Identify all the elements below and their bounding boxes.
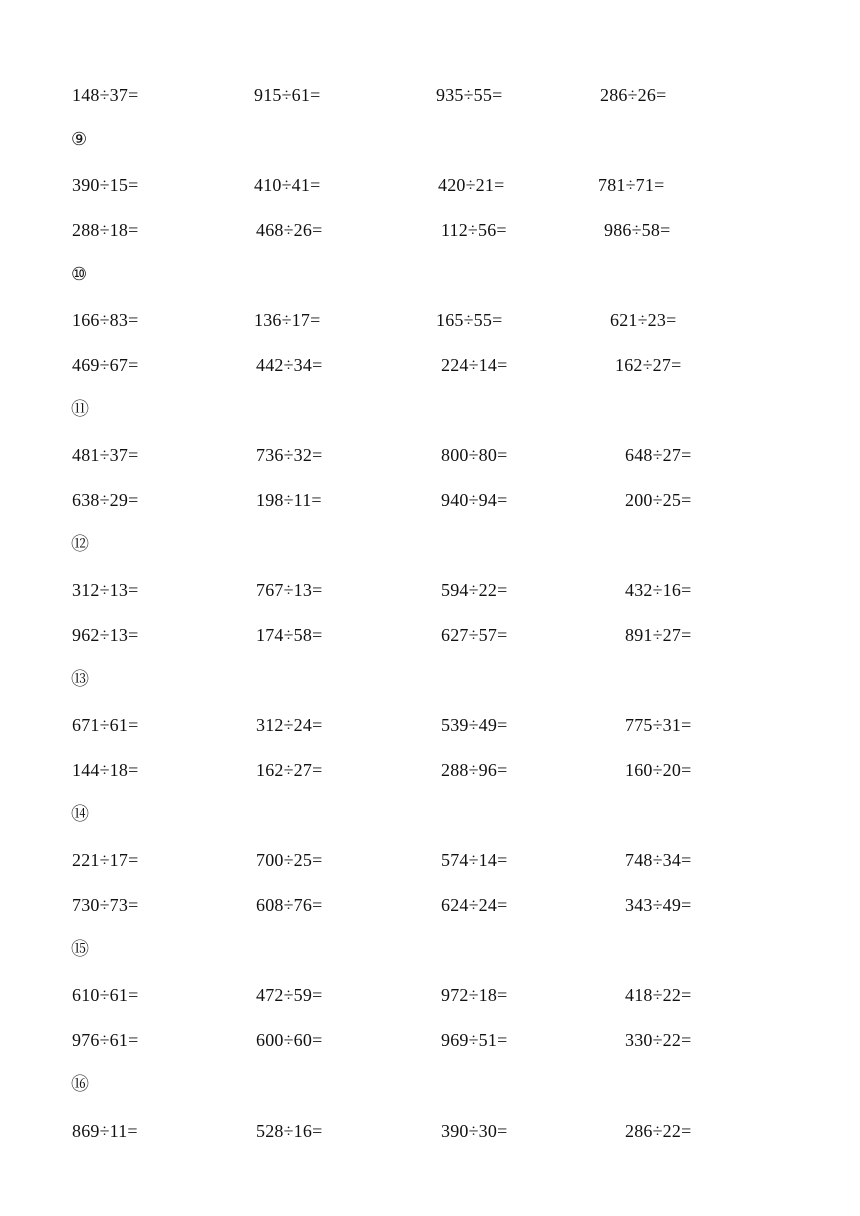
section-header bbox=[0, 800, 860, 830]
division-problem: 162÷27= bbox=[615, 355, 682, 375]
division-problem: 638÷29= bbox=[72, 490, 139, 510]
division-problem: 730÷73= bbox=[72, 895, 139, 915]
problem-row bbox=[0, 755, 860, 785]
division-problem: 594÷22= bbox=[441, 580, 508, 600]
division-problem: 468÷26= bbox=[256, 220, 323, 240]
problem-row bbox=[0, 305, 860, 335]
division-problem: 627÷57= bbox=[441, 625, 508, 645]
division-problem: 390÷30= bbox=[441, 1121, 508, 1141]
division-problem: 574÷14= bbox=[441, 850, 508, 870]
division-problem: 312÷13= bbox=[72, 580, 139, 600]
division-problem: 972÷18= bbox=[441, 985, 508, 1005]
division-problem: 472÷59= bbox=[256, 985, 323, 1005]
division-problem: 160÷20= bbox=[625, 760, 692, 780]
division-problem: 221÷17= bbox=[72, 850, 139, 870]
division-problem: 390÷15= bbox=[72, 175, 139, 195]
section-number: ⑨ bbox=[71, 129, 88, 150]
problem-row bbox=[0, 485, 860, 515]
division-problem: 940÷94= bbox=[441, 490, 508, 510]
division-problem: 198÷11= bbox=[256, 490, 322, 510]
division-problem: 410÷41= bbox=[254, 175, 321, 195]
problem-row bbox=[0, 1025, 860, 1055]
division-problem: 869÷11= bbox=[72, 1121, 138, 1141]
problem-row bbox=[0, 170, 860, 200]
division-problem: 112÷56= bbox=[441, 220, 507, 240]
division-problem: 330÷22= bbox=[625, 1030, 692, 1050]
division-problem: 136÷17= bbox=[254, 310, 321, 330]
division-problem: 312÷24= bbox=[256, 715, 323, 735]
division-problem: 288÷18= bbox=[72, 220, 139, 240]
division-problem: 986÷58= bbox=[604, 220, 671, 240]
division-problem: 286÷22= bbox=[625, 1121, 692, 1141]
problem-row bbox=[0, 845, 860, 875]
division-problem: 891÷27= bbox=[625, 625, 692, 645]
division-problem: 915÷61= bbox=[254, 85, 321, 105]
division-problem: 224÷14= bbox=[441, 355, 508, 375]
division-problem: 442÷34= bbox=[256, 355, 323, 375]
division-problem: 420÷21= bbox=[438, 175, 505, 195]
division-problem: 962÷13= bbox=[72, 625, 139, 645]
division-problem: 600÷60= bbox=[256, 1030, 323, 1050]
section-number: ⑪ bbox=[71, 399, 89, 420]
section-header bbox=[0, 935, 860, 965]
division-problem: 767÷13= bbox=[256, 580, 323, 600]
division-problem: 781÷71= bbox=[598, 175, 665, 195]
division-problem: 969÷51= bbox=[441, 1030, 508, 1050]
division-problem: 736÷32= bbox=[256, 445, 323, 465]
division-problem: 671÷61= bbox=[72, 715, 139, 735]
division-problem: 775÷31= bbox=[625, 715, 692, 735]
section-number: ⑩ bbox=[71, 264, 88, 285]
division-problem: 608÷76= bbox=[256, 895, 323, 915]
division-problem: 624÷24= bbox=[441, 895, 508, 915]
division-problem: 162÷27= bbox=[256, 760, 323, 780]
division-problem: 748÷34= bbox=[625, 850, 692, 870]
division-problem: 343÷49= bbox=[625, 895, 692, 915]
division-problem: 418÷22= bbox=[625, 985, 692, 1005]
division-problem: 528÷16= bbox=[256, 1121, 323, 1141]
section-header bbox=[0, 530, 860, 560]
problem-row bbox=[0, 215, 860, 245]
division-problem: 144÷18= bbox=[72, 760, 139, 780]
problem-row bbox=[0, 710, 860, 740]
division-problem: 976÷61= bbox=[72, 1030, 139, 1050]
section-header bbox=[0, 395, 860, 425]
section-number: ⑫ bbox=[71, 534, 89, 555]
section-header bbox=[0, 1070, 860, 1100]
problem-row bbox=[0, 980, 860, 1010]
problem-row bbox=[0, 350, 860, 380]
section-header bbox=[0, 125, 860, 155]
section-number: ⑮ bbox=[71, 939, 89, 960]
division-problem: 800÷80= bbox=[441, 445, 508, 465]
problem-row bbox=[0, 620, 860, 650]
division-problem: 539÷49= bbox=[441, 715, 508, 735]
division-problem: 621÷23= bbox=[610, 310, 677, 330]
problem-row bbox=[0, 1116, 860, 1146]
problem-row bbox=[0, 80, 860, 110]
division-problem: 200÷25= bbox=[625, 490, 692, 510]
division-problem: 469÷67= bbox=[72, 355, 139, 375]
division-problem: 165÷55= bbox=[436, 310, 503, 330]
section-number: ⑬ bbox=[71, 669, 89, 690]
division-problem: 148÷37= bbox=[72, 85, 139, 105]
section-number: ⑭ bbox=[71, 804, 89, 825]
problem-row bbox=[0, 890, 860, 920]
problem-row bbox=[0, 575, 860, 605]
section-header bbox=[0, 665, 860, 695]
division-problem: 481÷37= bbox=[72, 445, 139, 465]
division-problem: 174÷58= bbox=[256, 625, 323, 645]
division-problem: 700÷25= bbox=[256, 850, 323, 870]
section-number: ⑯ bbox=[71, 1074, 89, 1095]
problem-row bbox=[0, 440, 860, 470]
division-problem: 935÷55= bbox=[436, 85, 503, 105]
division-problem: 288÷96= bbox=[441, 760, 508, 780]
division-problem: 648÷27= bbox=[625, 445, 692, 465]
division-problem: 432÷16= bbox=[625, 580, 692, 600]
division-problem: 166÷83= bbox=[72, 310, 139, 330]
division-problem: 610÷61= bbox=[72, 985, 139, 1005]
section-header bbox=[0, 260, 860, 290]
division-problem: 286÷26= bbox=[600, 85, 667, 105]
